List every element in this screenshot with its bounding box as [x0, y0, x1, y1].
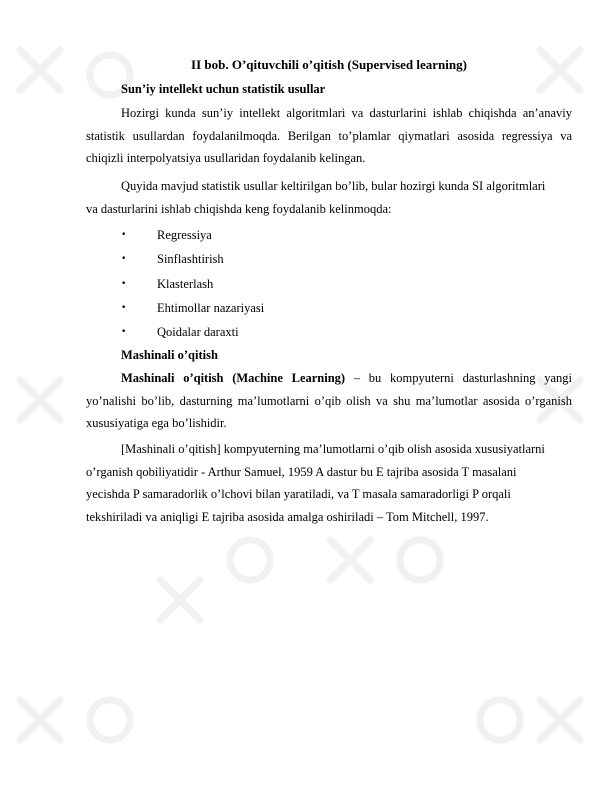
- paragraph-ml-definition: [86, 367, 572, 435]
- bullet-icon: •: [121, 230, 127, 240]
- list-item-label: Ehtimollar nazariyasi: [157, 300, 265, 315]
- chapter-title: II bob. O’qituvchili o’qitish (Supervised learning): [191, 57, 467, 72]
- paragraph-ml-quotes: [Mashinali o’qitish] kompyuterning ma’lumotlarni o’qib olish asosida xususiyatlarni o’rganish qobiliyatidir - Arthur Samuel, 1959 A dastur bu E tajriba asosida T masalani yecishda P samaradorlik o’lchovi bilan yaratiladi, va T masala samaradorligi P orqali tekshiriladi va aniqligi E tajriba asosida amalga oshiriladi – Tom Mitchell, 1997.: [86, 442, 545, 524]
- list-item: [121, 227, 264, 251]
- section-heading-statistical-methods: Sun’iy intellekt uchun statistik usullar: [121, 82, 326, 96]
- paragraph-intro: Hozirgi kunda sun’iy intellekt algoritmlari va dasturlarini ishlab chiqishda an’anaviy statistik usullardan foydalanilmoqda. Berilgan to’plamlar qiymatlari asosida regressiya va chiqizli interpolyatsiya usullaridan foydalanib kelingan.: [86, 106, 572, 165]
- list-item-label: Sinflashtirish: [157, 252, 224, 267]
- list-item-label: Qoidalar daraxti: [157, 325, 239, 340]
- bullet-icon: •: [121, 254, 127, 265]
- list-item: [121, 276, 264, 300]
- section-heading-machine-learning: Mashinali o’qitish: [121, 348, 218, 362]
- ml-term: Mashinali o’qitish (Machine Learning): [121, 371, 346, 385]
- bullet-icon: •: [121, 302, 127, 313]
- list-item: [121, 251, 264, 275]
- bullet-icon: •: [121, 327, 127, 338]
- bullet-icon: •: [121, 278, 127, 289]
- list-item: [121, 324, 264, 348]
- list-item-label: Klasterlash: [157, 276, 214, 291]
- list-item: [121, 300, 264, 324]
- ml-definition-text: – bu kompyuterni dasturlashning yangi yo’nalishi bo’lib, dasturning ma’lumotlarni o’qib olish va shu ma’lumotlar asosida o’rganish xususiyatiga ega bo’lishidir.: [86, 371, 572, 430]
- methods-list: [121, 227, 264, 348]
- paragraph-methods-list-intro: Quyida mavjud statistik usullar keltirilgan bo’lib, bular hozirgi kunda SI algoritmlari va dasturlarini ishlab chiqishda keng foydalanib kelinmoqda:: [86, 179, 546, 216]
- list-item-label: Regressiya: [157, 228, 212, 242]
